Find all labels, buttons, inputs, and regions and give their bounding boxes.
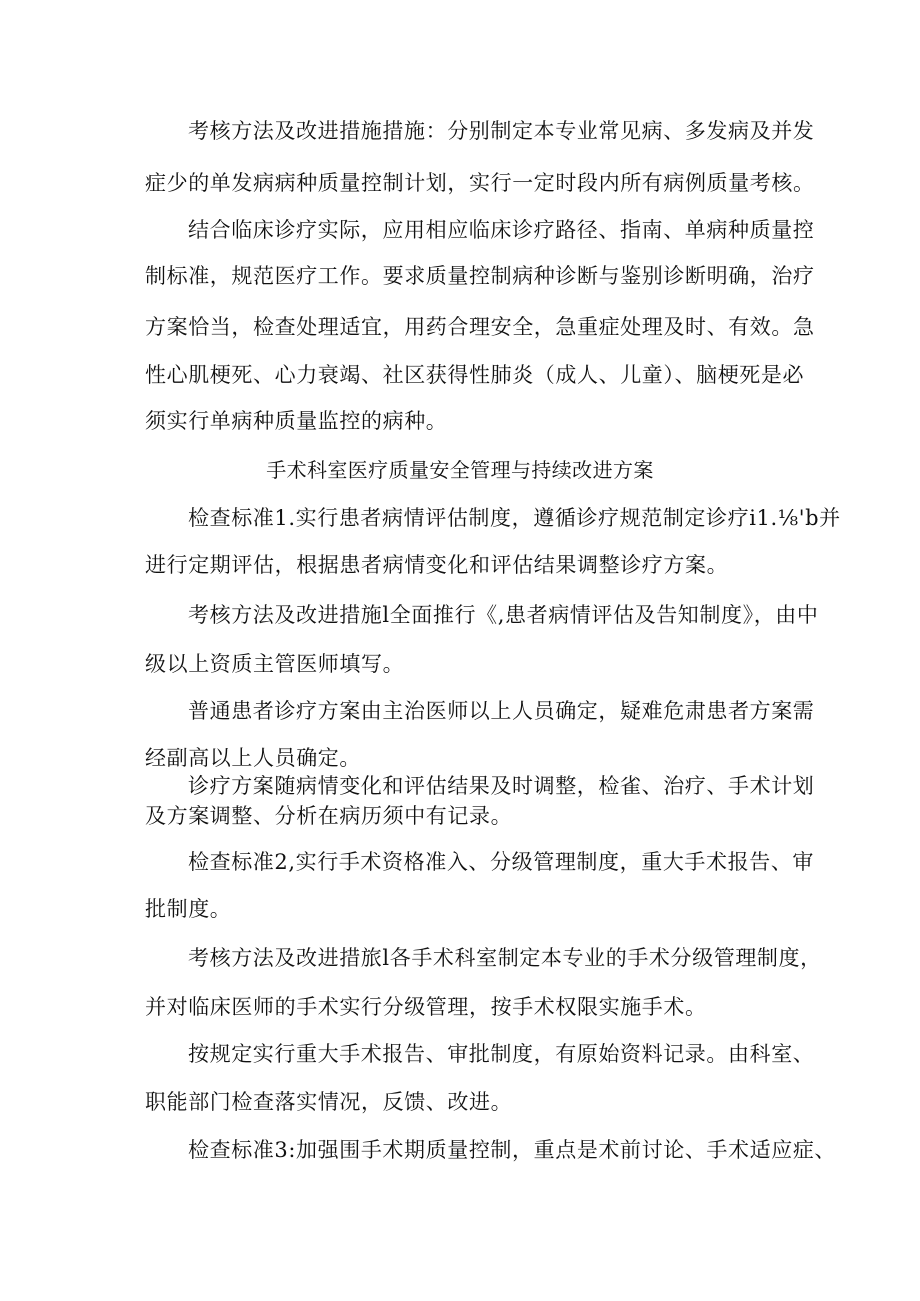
paragraph-line: 检查标准2,实行手术资格准入、分级管理制度，重大手术报告、审 [188, 850, 815, 874]
paragraph-line: 检查标准3:加强围手术期质量控制，重点是术前讨论、手术适应症、 [188, 1138, 837, 1162]
paragraph-line: 进行定期评估，根据患者病情变化和评估结果调整诊疗方案。 [145, 553, 729, 577]
paragraph-line: 结合临床诊疗实际，应用相应临床诊疗路径、指南、单病种质量控 [188, 218, 815, 242]
paragraph-line: 方案恰当，检查处理适宜，用药合理安全，急重症处理及时、有效。急 [145, 315, 815, 339]
paragraph-line: 级以上资质主管医师填写。 [145, 652, 405, 676]
paragraph-line: 考核方法及改进措施措施：分别制定本专业常见病、多发病及并发 [188, 119, 815, 143]
paragraph-line: 症少的单发病病种质量控制计划，实行一定时段内所有病例质量考核。 [145, 171, 815, 195]
paragraph-line: 诊疗方案随病情变化和评估结果及时调整，检雀、治疗、手术计划 [188, 774, 815, 798]
paragraph-line: 及方案调整、分析在病历须中有记录。 [145, 804, 513, 828]
paragraph-line: 职能部门检查落实情况，反馈、改进。 [145, 1090, 513, 1114]
paragraph-line: 经副高以上人员确定。 [145, 746, 361, 770]
paragraph-line: 批制度。 [145, 897, 232, 921]
paragraph-line: 性心肌梗死、心力衰竭、社区获得性肺炎（成人、儿童）、脑梗死是必 [145, 363, 805, 387]
paragraph-line: 检查标准1.实行患者病情评估制度，遵循诊疗规范制定诊疗i1.⅛'b并 [188, 506, 841, 530]
paragraph-line: 考核方法及改进措旅l各手术科室制定本专业的手术分级管理制度， [188, 946, 822, 970]
paragraph-line: 制标准，规范医疗工作。要求质量控制病种诊断与鉴别诊断明确，治疗 [145, 264, 815, 288]
section-title: 手术科室医疗质量安全管理与持续改进方案 [266, 458, 654, 482]
paragraph-line: 按规定实行重大手术报告、审批制度，有原始资料记录。由科室、 [188, 1042, 815, 1066]
paragraph-line: 并对临床医师的手术实行分级管理，按手术权限实施手术。 [145, 995, 707, 1019]
paragraph-line: 普通患者诊疗方案由主治医师以上人员确定，疑难危肃患者方案需 [188, 699, 815, 723]
paragraph-line: 须实行单病种质量监控的病种。 [145, 409, 448, 433]
paragraph-line: 考核方法及改进措施l全面推行《,患者病情评估及告知制度》，由中 [188, 603, 819, 627]
